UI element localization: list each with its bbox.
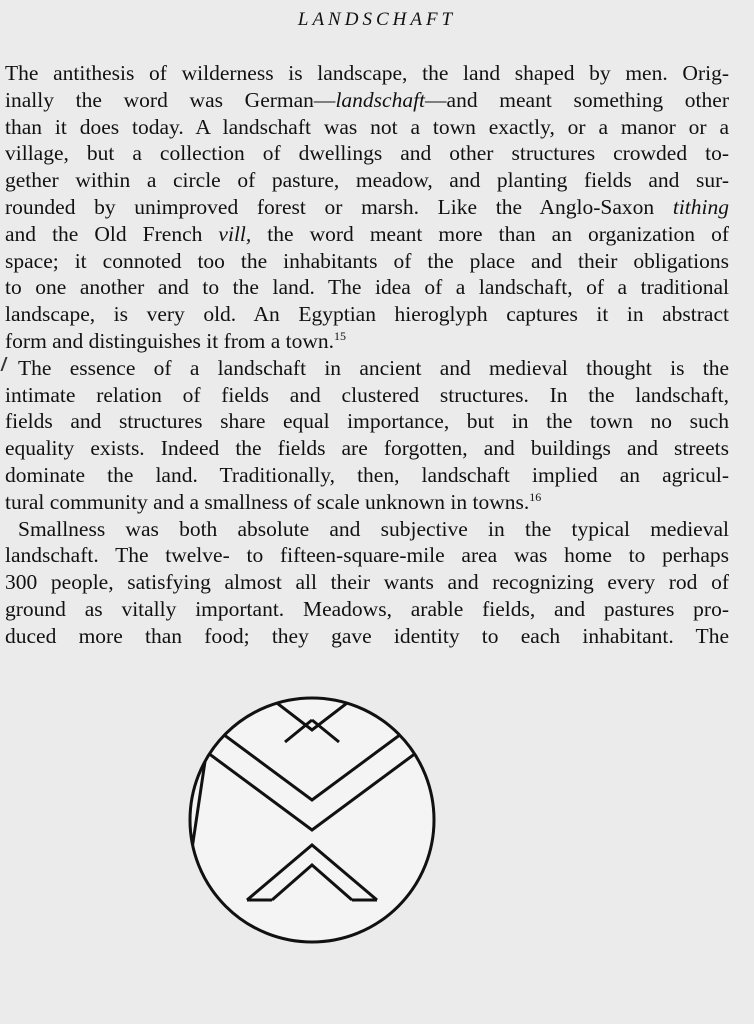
text-line (5, 489, 729, 516)
body-text (5, 60, 729, 650)
text-line (5, 274, 729, 301)
text-run: intimate relation of fields and clustered structures. In the landschaft, (5, 382, 729, 407)
text-line (5, 516, 729, 543)
paragraph (5, 60, 729, 355)
text-line (5, 328, 729, 355)
text-line (5, 382, 729, 409)
text-run: ground as vitally important. Meadows, arable fields, and pastures pro- (5, 596, 729, 621)
text-run: landschaft. The twelve- to fifteen-square-mile area was home to perhaps (5, 543, 729, 568)
text-line (5, 623, 729, 650)
text-line (5, 167, 729, 194)
italic-term: tithing (672, 194, 729, 219)
paragraph (5, 516, 729, 650)
italic-term: landschaft (335, 87, 426, 112)
text-line (5, 596, 729, 623)
text-run: dominate the land. Traditionally, then, landschaft implied an agricul- (5, 462, 729, 487)
text-line (5, 542, 729, 569)
text-run: —and meant something other (425, 87, 729, 112)
text-line (5, 194, 729, 221)
italic-term: vill, (218, 221, 252, 246)
text-run: fields and structures share equal importance, but in the town no such (5, 409, 729, 434)
footnote-ref: 15 (334, 328, 347, 343)
text-run: rounded by unimproved forest or marsh. Like the Anglo-Saxon (5, 194, 673, 219)
text-run: inally the word was German— (5, 87, 336, 112)
text-line (5, 140, 729, 167)
text-run: duced more than food; they gave identity to each inhabitant. The (5, 623, 729, 648)
text-run: than it does today. A landschaft was not a town exactly, or a manor or a (5, 114, 729, 139)
text-line (5, 355, 729, 382)
text-line (5, 60, 729, 87)
text-line (5, 114, 729, 141)
text-line (5, 408, 729, 435)
text-line (5, 435, 729, 462)
text-run: form and distinguishes it from a town. (5, 328, 335, 353)
footnote-ref: 16 (529, 489, 542, 504)
text-run: the word meant more than an organization of (251, 221, 729, 246)
text-line (5, 221, 729, 248)
emblem-outer-circle (190, 698, 434, 942)
text-line (5, 301, 729, 328)
hieroglyph-emblem (187, 690, 437, 950)
text-line (5, 569, 729, 596)
text-run: and the Old French (5, 221, 219, 246)
text-run: 300 people, satisfying almost all their wants and recognizing every rod of (5, 570, 729, 595)
paragraph (5, 355, 729, 516)
running-heading: LANDSCHAFT (297, 9, 457, 30)
text-run: The antithesis of wilderness is landscape, the land shaped by men. Orig- (5, 61, 729, 85)
text-run: tural community and a smallness of scale unknown in towns. (5, 489, 530, 514)
text-run: Smallness was both absolute and subjective in the typical medieval (18, 516, 729, 541)
text-run: landscape, is very old. An Egyptian hieroglyph captures it in abstract (5, 302, 729, 327)
text-line (5, 87, 729, 114)
text-run: gether within a circle of pasture, meadow, and planting fields and sur- (5, 168, 729, 193)
text-run: to one another and to the land. The idea of a landschaft, of a traditional (5, 275, 729, 300)
text-line (5, 462, 729, 489)
text-run: The essence of a landschaft in ancient and medieval thought is the (18, 355, 729, 380)
text-run: village, but a collection of dwellings and other structures crowded to- (5, 141, 729, 166)
text-run: space; it connoted too the inhabitants of the place and their obligations (5, 248, 729, 273)
text-run: equality exists. Indeed the fields are forgotten, and buildings and streets (5, 436, 729, 461)
text-line (5, 248, 729, 275)
